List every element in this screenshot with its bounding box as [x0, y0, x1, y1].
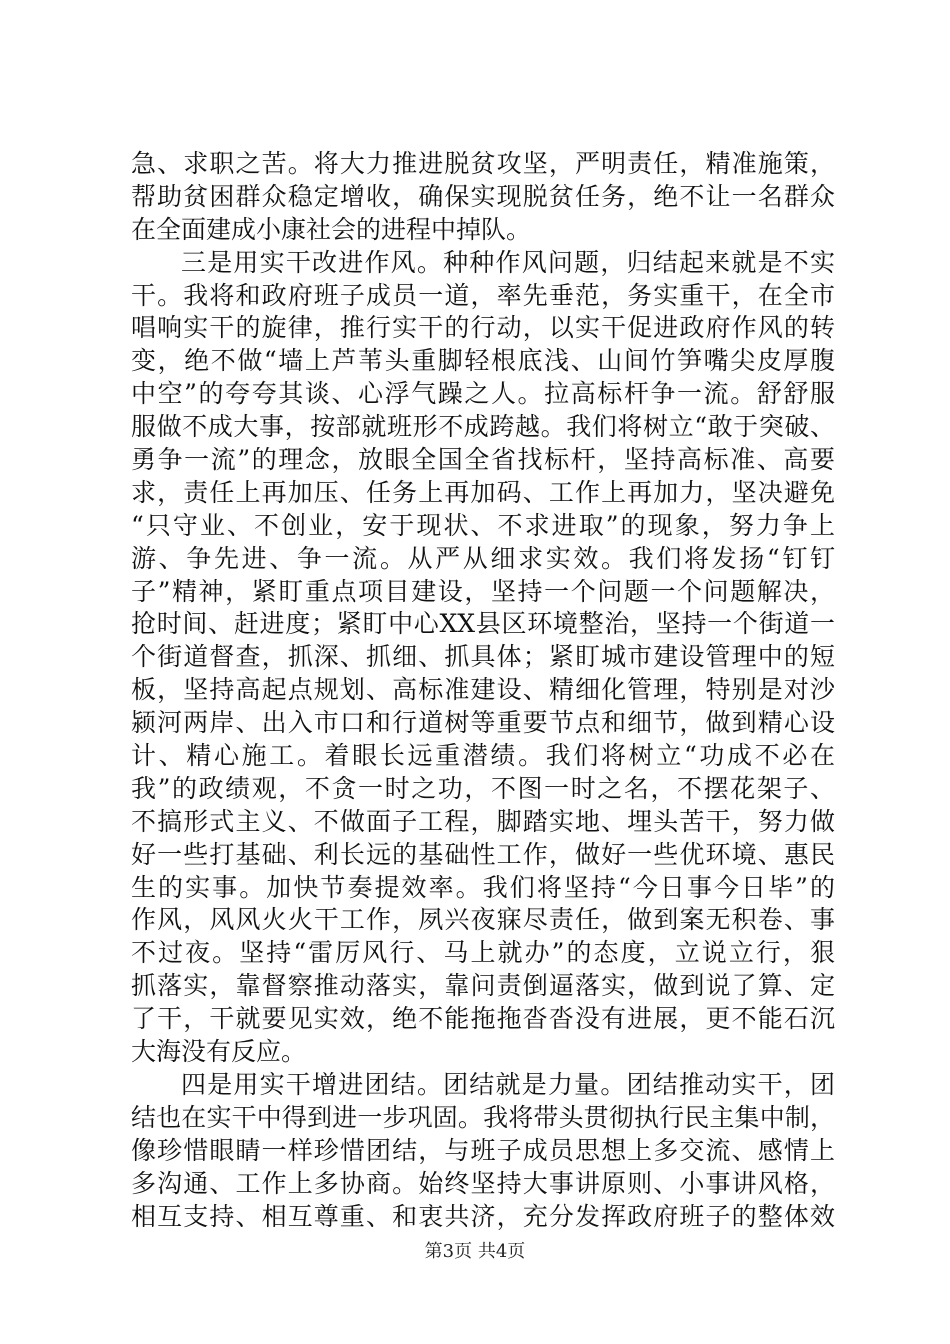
text-line: 三是用实干改进作风。种种作风问题，归结起来就是不实 [181, 247, 835, 277]
text-line: 中空”的夸夸其谈、心浮气躁之人。拉高标杆争一流。舒舒服 [131, 379, 835, 409]
text-line: 生的实事。加快节奏提效率。我们将坚持“今日事今日毕”的 [131, 872, 835, 902]
text-line: 求，责任上再加压、任务上再加码、工作上再加力，坚决避免 [131, 477, 835, 507]
text-line: 子”精神，紧盯重点项目建设，坚持一个问题一个问题解决， [131, 576, 835, 606]
text-line: 不搞形式主义、不做面子工程，脚踏实地、埋头苦干，努力做 [131, 806, 835, 836]
text-line: 大海没有反应。 [131, 1037, 307, 1067]
text-line: 帮助贫困群众稳定增收，确保实现脱贫任务，绝不让一名群众 [131, 181, 835, 211]
text-line: 勇争一流”的理念，放眼全国全省找标杆，坚持高标准、高要 [131, 445, 835, 475]
text-line: 我”的政绩观，不贪一时之功，不图一时之名，不摆花架子、 [131, 773, 835, 803]
text-line: 个街道督查，抓深、抓细、抓具体；紧盯城市建设管理中的短 [131, 642, 835, 672]
text-line: 相互支持、相互尊重、和衷共济，充分发挥政府班子的整体效 [131, 1201, 835, 1231]
text-line: 四是用实干增进团结。团结就是力量。团结推动实干，团 [181, 1069, 835, 1099]
text-line: 不过夜。坚持“雷厉风行、马上就办”的态度，立说立行，狠 [131, 938, 835, 968]
text-line: 唱响实干的旋律，推行实干的行动，以实干促进政府作风的转 [131, 313, 835, 343]
text-line: 游、争先进、争一流。从严从细求实效。我们将发扬“钉钉 [131, 543, 835, 573]
text-line: 了干，干就要见实效，绝不能拖拖沓沓没有进展，更不能石沉 [131, 1004, 835, 1034]
text-line: 计、精心施工。着眼长远重潜绩。我们将树立“功成不必在 [131, 741, 835, 771]
text-line: 抓落实，靠督察推动落实，靠问责倒逼落实，做到说了算、定 [131, 971, 835, 1001]
page-footer [0, 1237, 950, 1263]
text-line: 好一些打基础、利长远的基础性工作，做好一些优环境、惠民 [131, 839, 835, 869]
text-line: “只守业、不创业，安于现状、不求进取”的现象，努力争上 [131, 510, 835, 540]
document-body [131, 148, 835, 1233]
text-line: 像珍惜眼睛一样珍惜团结，与班子成员思想上多交流、感情上 [131, 1135, 835, 1165]
text-line: 变，绝不做“墙上芦苇头重脚轻根底浅、山间竹笋嘴尖皮厚腹 [131, 346, 835, 376]
text-line: 作风，风风火火干工作，夙兴夜寐尽责任，做到案无积卷、事 [131, 905, 835, 935]
text-line: 抢时间、赶进度；紧盯中心XX县区环境整治，坚持一个街道一 [131, 609, 835, 639]
text-line: 多沟通、工作上多协商。始终坚持大事讲原则、小事讲风格， [131, 1168, 835, 1198]
text-line: 服做不成大事，按部就班形不成跨越。我们将树立“敢于突破、 [131, 412, 835, 442]
text-line: 结也在实干中得到进一步巩固。我将带头贯彻执行民主集中制， [131, 1102, 835, 1132]
text-line: 板，坚持高起点规划、高标准建设、精细化管理，特别是对沙 [131, 675, 835, 705]
text-line: 急、求职之苦。将大力推进脱贫攻坚，严明责任，精准施策， [131, 149, 835, 178]
text-line: 颍河两岸、出入市口和行道树等重要节点和细节，做到精心设 [131, 708, 835, 738]
text-line: 在全面建成小康社会的进程中掉队。 [131, 214, 532, 244]
text-line: 干。我将和政府班子成员一道，率先垂范，务实重干，在全市 [131, 280, 835, 310]
page-number-label: 第3页 共4页 [424, 1241, 526, 1262]
